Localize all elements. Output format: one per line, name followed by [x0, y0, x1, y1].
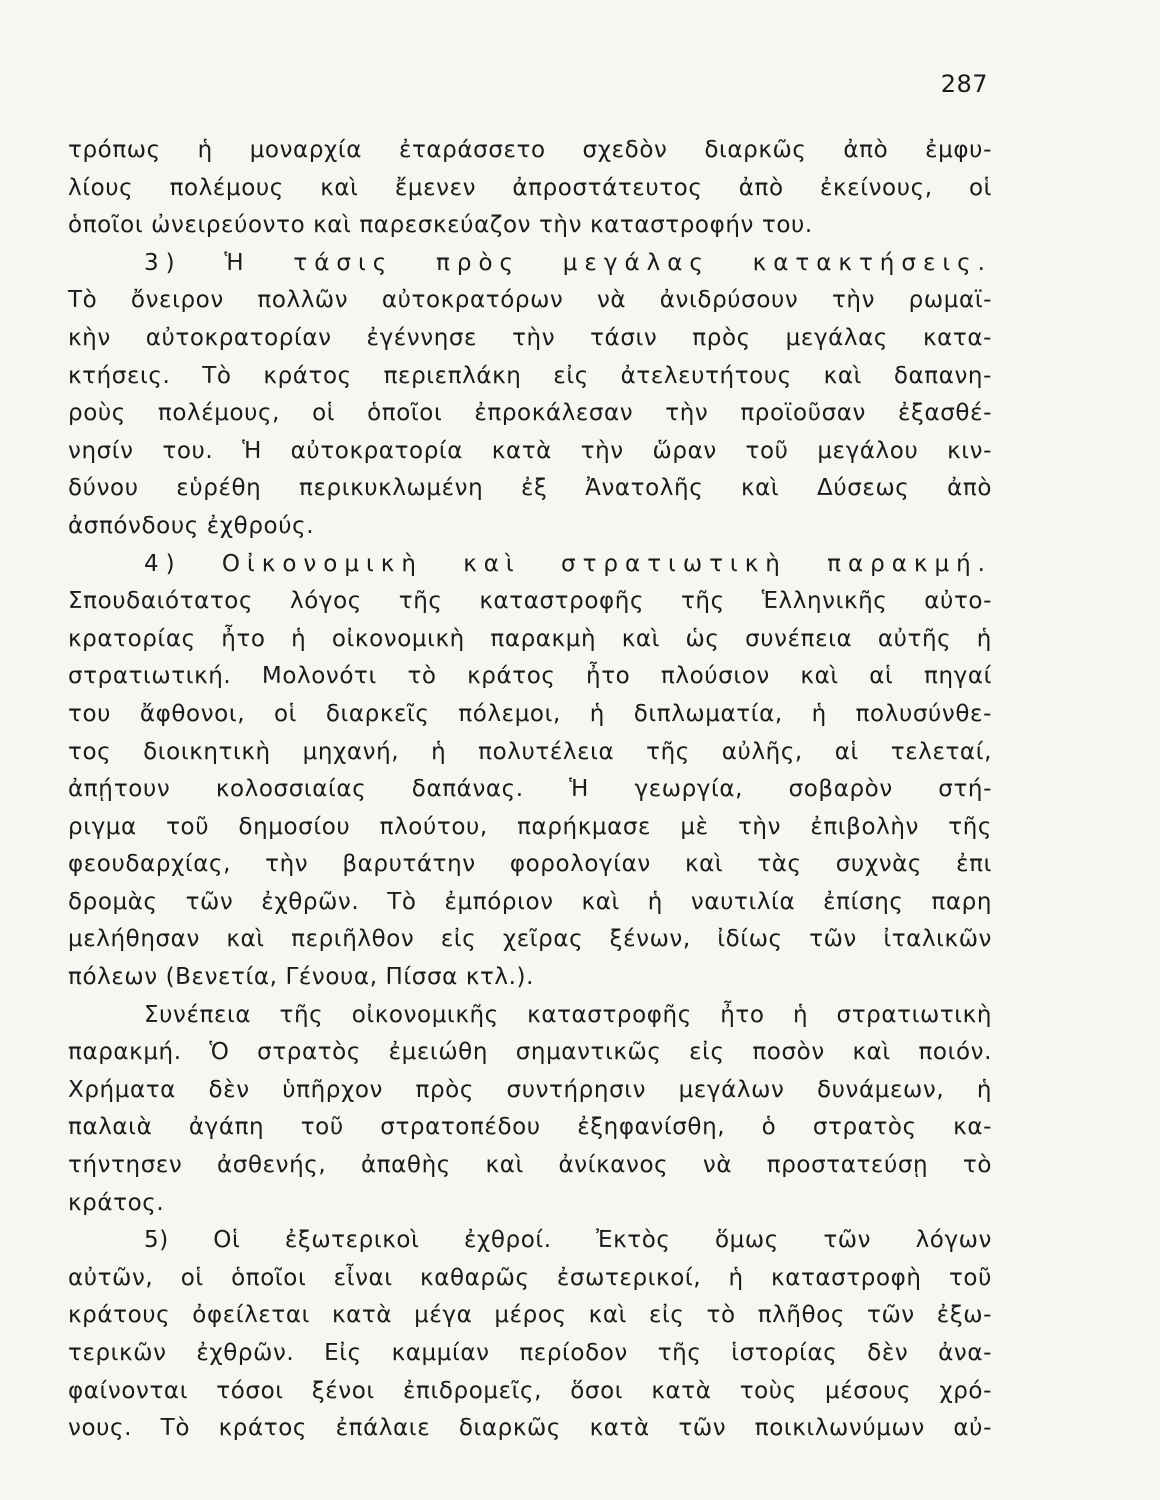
text-line: τρόπως ἡ μοναρχία ἐταράσσετο σχεδὸν διαρκῶς ἀπὸ ἐμφυ- [68, 137, 992, 163]
text-line: νησίν του. Ἡ αὐτοκρατορία κατὰ τὴν ὥραν τοῦ μεγάλου κιν- [68, 437, 992, 464]
text-line: τήντησεν ἀσθενής, ἀπαθὴς καὶ ἀνίκανος νὰ προστατεύσῃ τὸ [68, 1152, 992, 1179]
text-line: φαίνονται τόσοι ξένοι ἐπιδρομεῖς, ὅσοι κατὰ τοὺς μέσους χρό- [68, 1377, 992, 1404]
text-line: ἀσπόνδους ἐχθρούς. [68, 512, 315, 539]
section-heading: 5) Οἱ ἐξωτερικοὶ ἐχθροί. Ἐκτὸς ὅμως τῶν λόγων [144, 1227, 992, 1254]
text-line: μελήθησαν καὶ περιῆλθον εἰς χεῖρας ξένων, ἰδίως τῶν ἰταλικῶν [68, 926, 992, 953]
body-text [68, 132, 992, 1448]
text-line: ροὺς πολέμους, οἱ ὁποῖοι ἐπροκάλεσαν τὴν προϊοῦσαν ἐξασθέ- [68, 400, 992, 427]
text-line: νους. Τὸ κράτος ἐπάλαιε διαρκῶς κατὰ τῶν ποικιλωνύμων αὐ- [68, 1415, 992, 1442]
text-line: πόλεων (Βενετία, Γένουα, Πίσσα κτλ.). [68, 964, 535, 991]
text-line: τερικῶν ἐχθρῶν. Εἰς καμμίαν περίοδον τῆς ἱστορίας δὲν ἀνα- [68, 1340, 992, 1366]
text-line: κράτους ὀφείλεται κατὰ μέγα μέρος καὶ εἰς τὸ πλῆθος τῶν ἐξω- [68, 1302, 992, 1329]
text-line: παλαιὰ ἀγάπη τοῦ στρατοπέδου ἐξηφανίσθη, ὁ στρατὸς κα- [68, 1114, 992, 1141]
text-line: κράτος. [68, 1189, 165, 1216]
text-line: κτήσεις. Τὸ κράτος περιεπλάκη εἰς ἀτελευτήτους καὶ δαπανη- [68, 362, 992, 389]
text-line: Χρήματα δὲν ὑπῆρχον πρὸς συντήρησιν μεγάλων δυνάμεων, ἡ [68, 1076, 992, 1103]
text-line: ὁποῖοι ὠνειρεύοντο καὶ παρεσκεύαζον τὴν καταστροφήν του. [68, 212, 813, 239]
text-line: ἀπῄτουν κολοσσιαίας δαπάνας. Ἡ γεωργία, σοβαρὸν στή- [68, 776, 992, 803]
text-line: κρατορίας ἦτο ἡ οἰκονομικὴ παρακμὴ καὶ ὡς συνέπεια αὐτῆς ἡ [68, 625, 992, 652]
section-heading: 4) Οἰκονομικὴ καὶ στρατιωτικὴ παρακμή. [144, 550, 992, 577]
text-line: παρακμή. Ὁ στρατὸς ἐμειώθη σημαντικῶς εἰς ποσὸν καὶ ποιόν. [68, 1039, 992, 1066]
text-line: δύνου εὑρέθη περικυκλωμένη ἐξ Ἀνατολῆς καὶ Δύσεως ἀπὸ [68, 475, 992, 502]
section-heading: 3) Ἡ τάσις πρὸς μεγάλας κατακτήσεις. [144, 249, 992, 276]
page-number: 287 [940, 70, 988, 98]
text-line: δρομὰς τῶν ἐχθρῶν. Τὸ ἐμπόριον καὶ ἡ ναυτιλία ἐπίσης παρη [68, 888, 992, 915]
text-line: στρατιωτική. Μολονότι τὸ κράτος ἦτο πλούσιον καὶ αἱ πηγαί [68, 663, 992, 690]
text-line: τος διοικητικὴ μηχανή, ἡ πολυτέλεια τῆς αὐλῆς, αἱ τελεταί, [68, 738, 992, 765]
text-line: αὐτῶν, οἱ ὁποῖοι εἶναι καθαρῶς ἐσωτερικοί, ἡ καταστροφὴ τοῦ [68, 1264, 992, 1291]
text-line: ριγμα τοῦ δημοσίου πλούτου, παρήκμασε μὲ τὴν ἐπιβολὴν τῆς [68, 813, 992, 840]
text-line: φεουδαρχίας, τὴν βαρυτάτην φορολογίαν καὶ τὰς συχνὰς ἐπι [68, 851, 992, 878]
text-line: Συνέπεια τῆς οἰκονομικῆς καταστροφῆς ἦτο ἡ στρατιωτικὴ [144, 1001, 992, 1028]
text-line: Σπουδαιότατος λόγος τῆς καταστροφῆς τῆς Ἑλληνικῆς αὐτο- [68, 588, 992, 615]
text-line: Τὸ ὄνειρον πολλῶν αὐτοκρατόρων νὰ ἀνιδρύσουν τὴν ρωμαϊ- [68, 287, 992, 314]
text-line: λίους πολέμους καὶ ἔμενεν ἀπροστάτευτος ἀπὸ ἐκείνους, οἱ [68, 174, 992, 201]
text-line: κὴν αὐτοκρατορίαν ἐγέννησε τὴν τάσιν πρὸς μεγάλας κατα- [68, 324, 992, 351]
text-line: του ἄφθονοι, οἱ διαρκεῖς πόλεμοι, ἡ διπλωματία, ἡ πολυσύνθε- [68, 700, 992, 727]
